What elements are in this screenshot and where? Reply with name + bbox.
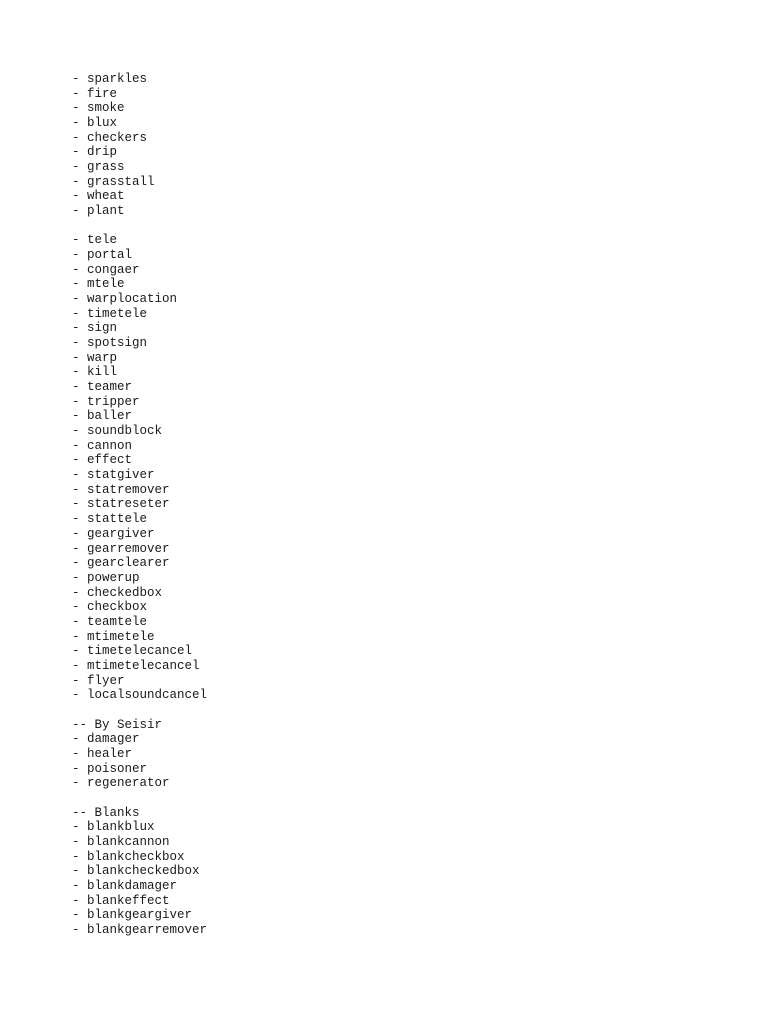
list-item: - geargiver: [72, 526, 155, 541]
list-item: -- By Seisir: [72, 717, 163, 732]
list-item: - checkedbox: [72, 585, 163, 600]
list-item: - wheat: [72, 189, 125, 204]
list-item: - mtele: [72, 277, 125, 292]
list-item: - flyer: [72, 673, 125, 688]
list-item: - smoke: [72, 101, 125, 116]
list-item: - localsoundcancel: [72, 688, 208, 703]
list-item: - statremover: [72, 482, 170, 497]
list-item: - stattele: [72, 512, 148, 527]
list-item: - kill: [72, 365, 118, 380]
text-block: [72, 806, 692, 938]
list-item: - sparkles: [72, 72, 148, 86]
list-item: - mtimetele: [72, 629, 155, 644]
list-item: - teamer: [72, 380, 133, 395]
list-item: - blux: [72, 116, 118, 131]
list-item: - healer: [72, 746, 133, 761]
list-item: - blankcannon: [72, 834, 170, 849]
list-item: - grasstall: [72, 174, 155, 189]
list-item: - tele: [72, 233, 118, 248]
list-item: - baller: [72, 409, 133, 424]
list-item: - warplocation: [72, 292, 178, 307]
list-item: - sign: [72, 321, 118, 336]
list-item: - checkbox: [72, 600, 148, 615]
list-item: - statgiver: [72, 468, 155, 483]
list-item: - regenerator: [72, 776, 170, 791]
list-item: - statreseter: [72, 497, 170, 512]
list-item: - warp: [72, 350, 118, 365]
list-item: - checkers: [72, 130, 148, 145]
list-item: - blankeffect: [72, 893, 170, 908]
text-block: [72, 233, 692, 703]
list-item: - plant: [72, 204, 125, 219]
list-item: - poisoner: [72, 761, 148, 776]
list-item: - mtimetelecancel: [72, 658, 200, 673]
list-item: - tripper: [72, 394, 140, 409]
list-item: - congaer: [72, 262, 140, 277]
list-item: - gearclearer: [72, 556, 170, 571]
text-block: [72, 718, 692, 791]
list-item: - portal: [72, 248, 133, 263]
list-item: - gearremover: [72, 541, 170, 556]
list-item: - drip: [72, 145, 118, 160]
list-item: - spotsign: [72, 336, 148, 351]
list-item: - blankcheckedbox: [72, 864, 200, 879]
document-body: [72, 72, 692, 952]
list-item: - timetelecancel: [72, 644, 193, 659]
list-item: - blankblux: [72, 820, 155, 835]
list-item: - powerup: [72, 570, 140, 585]
list-item: - effect: [72, 453, 133, 468]
list-item: - teamtele: [72, 614, 148, 629]
list-item: - cannon: [72, 438, 133, 453]
list-item: - fire: [72, 86, 118, 101]
list-item: - grass: [72, 160, 125, 175]
text-block: [72, 72, 692, 219]
list-item: - blankcheckbox: [72, 849, 185, 864]
list-item: - damager: [72, 732, 140, 747]
list-item: - soundblock: [72, 424, 163, 439]
list-item: - timetele: [72, 306, 148, 321]
list-item: - blankdamager: [72, 878, 178, 893]
list-item: - blankgearremover: [72, 922, 208, 937]
list-item: - blankgeargiver: [72, 908, 193, 923]
list-item: -- Blanks: [72, 805, 140, 820]
